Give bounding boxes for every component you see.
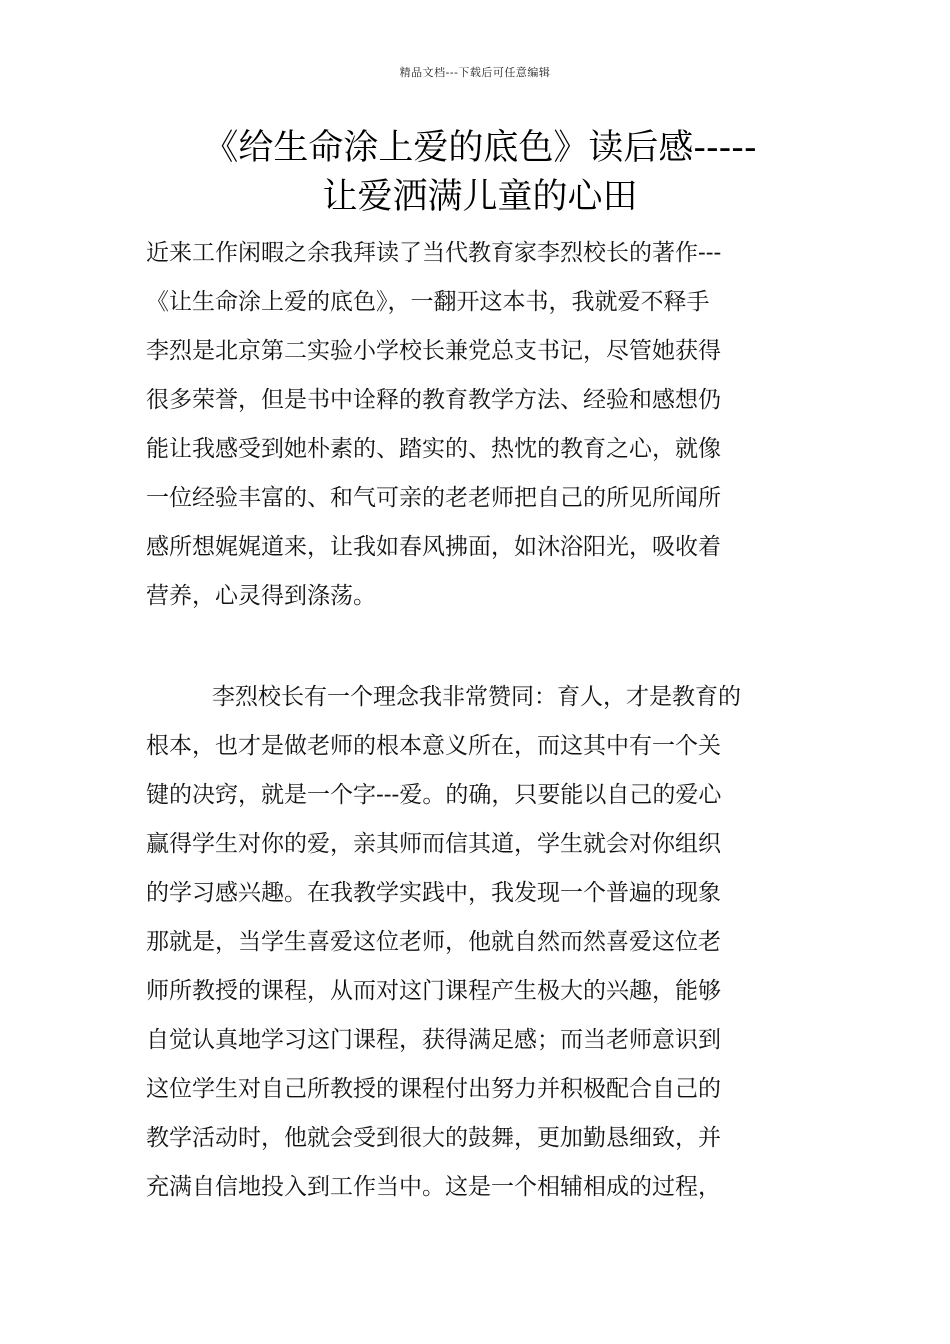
text-line: 教学活动时，他就会受到很大的鼓舞，更加勤恳细致，并 xyxy=(146,1125,721,1151)
text-line: 李烈是北京第二实验小学校长兼党总支书记，尽管她获得 xyxy=(146,338,721,364)
text-line: 充满自信地投入到工作当中。这是一个相辅相成的过程， xyxy=(146,1174,721,1200)
document-title xyxy=(100,124,860,222)
title-line: 让爱洒满儿童的心田 xyxy=(322,177,638,217)
text-line: 感所想娓娓道来，让我如春风拂面，如沐浴阳光，吸收着 xyxy=(146,534,721,560)
text-line: 《让生命涂上爱的底色》，一翻开这本书，我就爱不释手 xyxy=(146,289,710,315)
text-line: 自觉认真地学习这门课程，获得满足感；而当老师意识到 xyxy=(146,1027,721,1053)
text-line: 一位经验丰富的、和气可亲的老老师把自己的所见所闻所 xyxy=(146,485,721,511)
text-line: 键的决窍，就是一个字---爱。的确，只要能以自己的爱心 xyxy=(146,782,722,808)
title-line: 《给生命涂上爱的底色》读后感----- xyxy=(203,128,757,168)
text-line: 根本，也才是做老师的根本意义所在，而这其中有一个关 xyxy=(146,733,721,759)
text-line: 营养，心灵得到涤荡。 xyxy=(146,583,376,609)
text-line: 近来工作闲暇之余我拜读了当代教育家李烈校长的著作--- xyxy=(146,240,722,266)
text-line: 的学习感兴趣。在我教学实践中，我发现一个普遍的现象 xyxy=(146,880,721,906)
paragraph-2 xyxy=(146,673,816,1212)
text-line: 很多荣誉，但是书中诠释的教育教学方法、经验和感想仍 xyxy=(146,387,721,413)
text-line: 能让我感受到她朴素的、踏实的、热忱的教育之心，就像 xyxy=(146,436,721,462)
text-line: 这位学生对自己所教授的课程付出努力并积极配合自己的 xyxy=(146,1076,721,1102)
text-line: 李烈校长有一个理念我非常赞同：育人，才是教育的 xyxy=(212,684,741,710)
text-line: 那就是，当学生喜爱这位老师，他就自然而然喜爱这位老 xyxy=(146,929,721,955)
paragraph-1 xyxy=(146,229,816,621)
page-header: 精品文档---下载后可任意编辑 xyxy=(399,66,551,79)
text-line: 师所教授的课程，从而对这门课程产生极大的兴趣，能够 xyxy=(146,978,721,1004)
text-line: 赢得学生对你的爱，亲其师而信其道，学生就会对你组织 xyxy=(146,831,721,857)
